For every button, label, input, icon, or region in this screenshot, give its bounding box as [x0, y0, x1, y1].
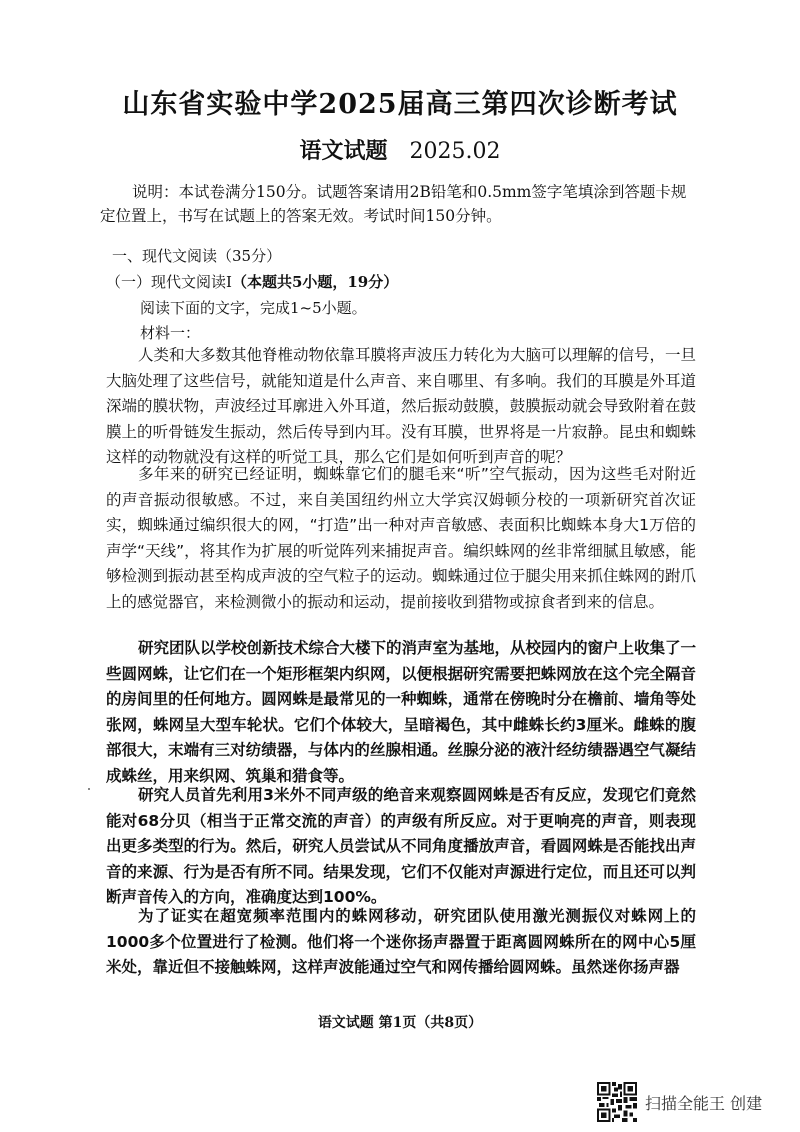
paragraph-2: 多年来的研究已经证明，蜘蛛靠它们的腿毛来“听”空气振动，因为这些毛对附近的声音振动很敏感。不过，来自美国纽约州立大学宾汉姆顿分校的一项新研究首次证实，蜘蛛通过编织很大的网，“打造”出一种对声音敏感、表面积比蜘蛛本身大1万倍的声学“天线”，将其作为扩展的听觉阵列来捕捉声音。编织蛛网的丝非常细腻且敏感，能够检测到振动甚至构成声波的空气粒子的运动。蜘蛛通过位于腿尖用来抓住蛛网的跗爪上的感觉器官，来检测微小的振动和运动，提前接收到猎物或掠食者到来的信息。 [106, 465, 696, 611]
subject-name: 语文试题 [299, 138, 388, 164]
scanner-watermark [597, 1082, 762, 1122]
paragraph-3: 研究团队以学校创新技术综合大楼下的消声室为基地，从校园内的窗户上收集了一些圆网蛛，让它们在一个矩形框架内织网，以便根据研究需要把蛛网放在这个完全隔音的房间里的任何地方。圆网蛛是最常见的一种蜘蛛，通常在傍晚时分在檐前、墙角等处张网，蛛网呈大型车轮状。它们个体较大，呈暗褐色，其中雌蛛长约3厘米。雌蛛的腹部很大，末端有三对纺绩器，与体内的丝腺相通。丝腺分泌的液汁经纺绩器遇空气凝结成蛛丝，用来织网、筑巢和猎食等。 [106, 639, 697, 785]
reading-instruction: 阅读下面的文字，完成1~5小题。 [140, 299, 367, 317]
subsection-prefix: （一）现代文阅读Ⅰ [106, 273, 232, 291]
scan-speck [88, 788, 90, 790]
paragraph-4: 研究人员首先利用3米外不同声级的绝音来观察圆网蛛是否有反应，发现它们竟然能对68分贝（相当于正常交流的声音）的声级有所反应。对于更响亮的声音，则表现出更多类型的行为。然后，研究人员尝试从不同角度播放声音，看圆网蛛是否能找出声音的来源、行为是否有所不同。结果发现，它们不仅能对声源进行定位，而且还可以判断声音传入的方向，准确度达到100%。 [106, 786, 696, 907]
qr-code-icon [597, 1082, 637, 1122]
exam-subtitle [0, 134, 800, 165]
exam-title: 山东省实验中学2025届高三第四次诊断考试 [122, 89, 678, 120]
exam-notes: 说明：本试卷满分150分。试题答案请用2B铅笔和0.5mm签字笔填涂到答题卡规定位置上，书写在试题上的答案无效。考试时间150分钟。 [100, 183, 687, 225]
exam-date: 2025.02 [409, 139, 501, 164]
subsection-heading [106, 271, 398, 293]
subsection-detail: （本题共5小题，19分） [231, 273, 399, 291]
page-footer: 语文试题 第1页（共8页） [317, 1015, 483, 1031]
paragraph-5: 为了证实在超宽频率范围内的蛛网移动，研究团队使用激光测振仪对蛛网上的1000多个位置进行了检测。他们将一个迷你扬声器置于距离圆网蛛所在的网中心5厘米处，靠近但不接触蛛网，这样声波能通过空气和网传播给圆网蛛。虽然迷你扬声器 [106, 907, 696, 977]
paragraph-1: 人类和大多数其他脊椎动物依靠耳膜将声波压力转化为大脑可以理解的信号，一旦大脑处理了这些信号，就能知道是什么声音、来自哪里、有多响。我们的耳膜是外耳道深端的膜状物，声波经过耳廓进入外耳道，然后振动鼓膜，鼓膜振动就会导致附着在鼓膜上的听骨链发生振动，然后传导到内耳。没有耳膜，世界将是一片寂静。昆虫和蜘蛛这样的动物就没有这样的听觉工具，那么它们是如何听到声音的呢？ [106, 346, 697, 467]
section-heading: 一、现代文阅读（35分） [112, 247, 282, 265]
material-label: 材料一： [140, 324, 201, 342]
scanner-label: 扫描全能王 创建 [645, 1093, 763, 1113]
